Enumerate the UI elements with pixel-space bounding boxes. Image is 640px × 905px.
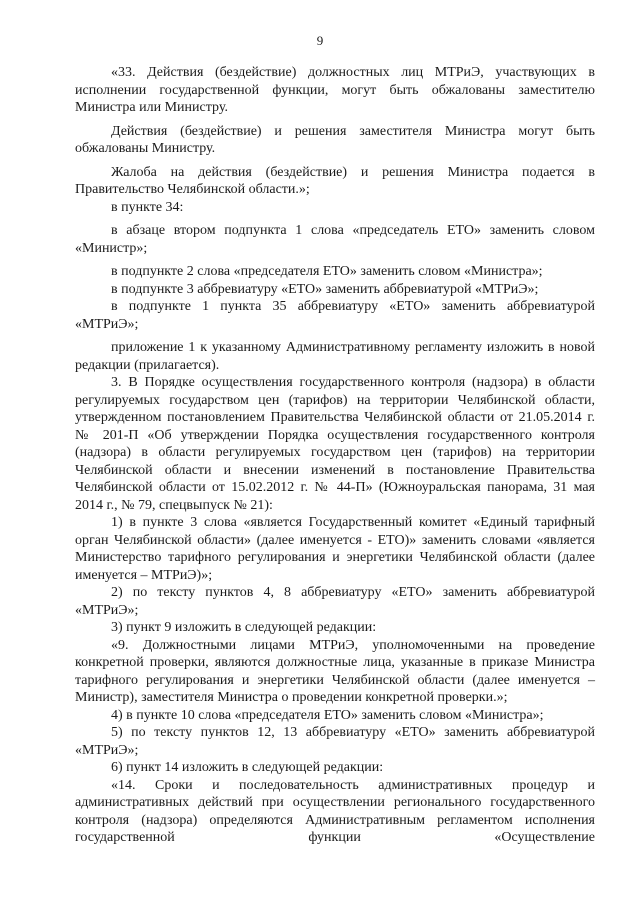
- paragraph-point-5: 5) по тексту пунктов 12, 13 аббревиатуру «ЕТО» заменить аббревиатурой «МТРиЭ»;: [75, 725, 595, 758]
- paragraph-33: «33. Действия (бездействие) должностных лиц МТРиЭ, участвующих в исполнении государственной функции, могут быть обжалованы заместителю Министра или Министру.: [75, 65, 595, 115]
- document-body: [75, 64, 595, 847]
- paragraph-subitem-2: в подпункте 2 слова «председателя ЕТО» заменить словом «Министра»;: [111, 264, 543, 279]
- paragraph-point-6: 6) пункт 14 изложить в следующей редакции:: [111, 760, 384, 775]
- paragraph-appendix: приложение 1 к указанному Административному регламенту изложить в новой редакции (прилагается).: [75, 340, 595, 373]
- paragraph-point-3: 3) пункт 9 изложить в следующей редакции:: [111, 620, 377, 635]
- paragraph-deputy-minister: Действия (бездействие) и решения заместителя Министра могут быть обжалованы Министру.: [75, 123, 595, 156]
- paragraph-item-9: «9. Должностными лицами МТРиЭ, уполномоченными на проведение конкретной проверки, являются должностные лица, указанные в приказе Министра тарифного регулирования и энергетики Челябинской области (далее именуется – Министр), заместителя Министра о проведении конкретной проверки.»;: [75, 637, 595, 705]
- paragraph-point-4: 4) в пункте 10 слова «председателя ЕТО» заменить словом «Министра»;: [111, 707, 544, 723]
- paragraph-complaint: Жалоба на действия (бездействие) и решения Министра подается в Правительство Челябинской области.»;: [75, 164, 595, 197]
- paragraph-item-14: «14. Сроки и последовательность административных процедур и административных действий при осуществлении регионального государственного контроля (надзора) определяются Административным регламентом исполнения государственной функции «Осуществление: [75, 777, 595, 845]
- paragraph-item-35: в подпункте 1 пункта 35 аббревиатуру «ЕТО» заменить аббревиатурой «МТРиЭ»;: [75, 299, 595, 332]
- paragraph-point-1: 1) в пункте 3 слова «является Государственный комитет «Единый тарифный орган Челябинской области» (далее именуется - ЕТО)» заменить словами «является Министерство тарифного регулирования и энергетики Челябинской области (далее именуется – МТРиЭ)»;: [75, 515, 595, 583]
- paragraph-subitem-1: в абзаце втором подпункта 1 слова «председатель ЕТО» заменить словом «Министр»;: [75, 223, 595, 256]
- paragraph-item-34: в пункте 34:: [111, 199, 184, 215]
- paragraph-subitem-3: в подпункте 3 аббревиатуру «ЕТО» заменить аббревиатурой «МТРиЭ»;: [111, 281, 539, 297]
- paragraph-point-2: 2) по тексту пунктов 4, 8 аббревиатуру «ЕТО» заменить аббревиатурой «МТРиЭ»;: [75, 585, 595, 618]
- page-number: 9: [316, 33, 324, 48]
- paragraph-section-3: 3. В Порядке осуществления государственного контроля (надзора) в области регулируемых государством цен (тарифов) на территории Челябинской области, утвержденном постановлением Правительства Челябинской области от 21.05.2014 г. № 201-П «Об утверждении Порядка осуществления государственного контроля (надзора) в области регулируемых государством цен (тарифов) на территории Челябинской области и внесении изменений в постановление Правительства Челябинской области от 15.02.2012 г. № 44-П» (Южноуральская панорама, 31 мая 2014 г., № 79, спецвыпуск № 21):: [75, 375, 595, 513]
